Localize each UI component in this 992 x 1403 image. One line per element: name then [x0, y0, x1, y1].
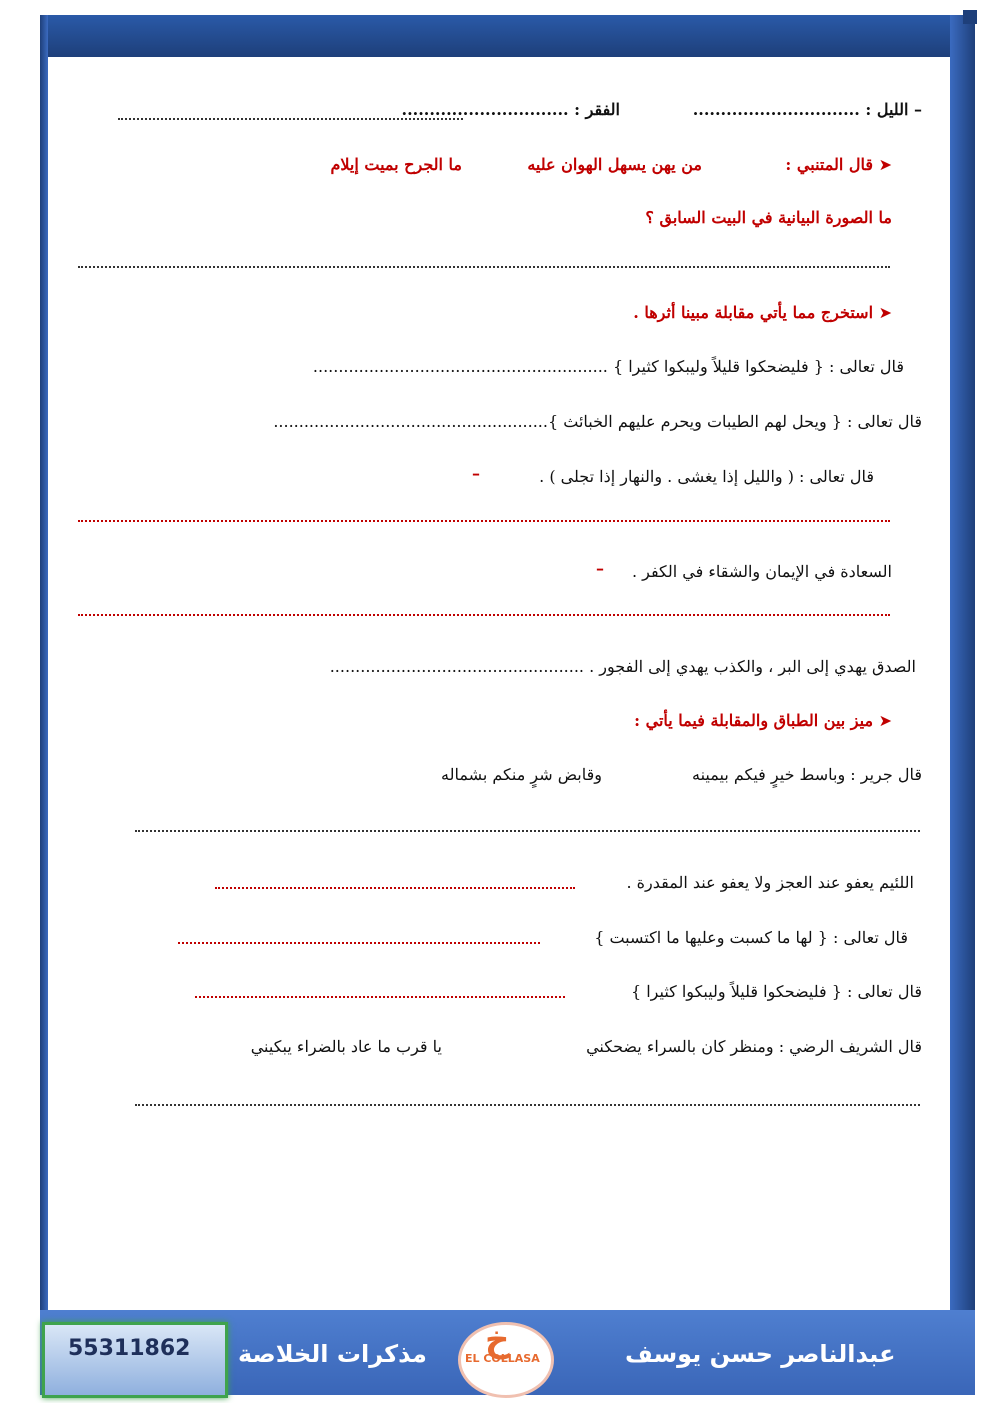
answer-line-5[interactable] — [135, 830, 920, 832]
q3-item-2: اللئيم يعفو عند العجز ولا يعفو عند المقدرة . — [626, 873, 914, 892]
q2-item-4: السعادة في الإيمان والشقاء في الكفر . — [631, 562, 892, 581]
q2-item-1: قال تعالى : { فليضحكوا قليلاً وليبكوا كثيرا } .......................................................... — [312, 357, 904, 376]
q2-item-3: قال تعالى : ( والليل إذا يغشى . والنهار إذا تجلى ) . — [539, 467, 874, 486]
q2-item-3-dash: – — [472, 464, 480, 483]
logo-icon: خ — [485, 1320, 510, 1360]
phone-number: 55311862 — [68, 1336, 191, 1361]
q1-hemistich-2: ما الجرح بميت إيلام — [330, 155, 462, 174]
page-frame-corner — [963, 10, 977, 24]
q1-poet: قال المتنبي : — [785, 155, 874, 174]
q1-hemistich-1: من يهن يسهل الهوان عليه — [527, 155, 702, 174]
q1-question: ما الصورة البيانية في البيت السابق ؟ — [645, 208, 892, 227]
page-frame-top — [40, 15, 975, 57]
answer-line-8[interactable] — [195, 996, 565, 998]
q1-heading — [785, 155, 892, 174]
worksheet-page — [48, 57, 950, 1310]
logo-text: EL COLLASA — [465, 1352, 540, 1365]
q3-item-5-hemistich-1: قال الشريف الرضي : ومنظر كان بالسراء يضحكني — [586, 1037, 922, 1056]
q3-item-5-hemistich-2: يا قرب ما عاد بالضراء يبكيني — [250, 1037, 442, 1056]
arrow-bullet-icon: ➤ — [878, 303, 892, 322]
page-frame-right — [950, 15, 975, 1310]
night-label: – الليل : .............................. — [692, 100, 922, 119]
answer-line-2[interactable] — [78, 266, 890, 268]
q3-heading — [634, 711, 892, 730]
answer-line-4[interactable] — [78, 614, 890, 616]
q3-heading-text: ميز بين الطباق والمقابلة فيما يأتي : — [634, 711, 874, 730]
answer-line-6[interactable] — [215, 887, 575, 889]
q2-item-2: قال تعالى : { ويحل لهم الطيبات ويحرم عليهم الخبائث }...................................................... — [273, 412, 922, 431]
arrow-bullet-icon: ➤ — [878, 155, 892, 174]
q2-item-5: الصدق يهدي إلى البر ، والكذب يهدي إلى الفجور . .................................................. — [329, 657, 916, 676]
q3-item-4: قال تعالى : { فليضحكوا قليلاً وليبكوا كثيرا } — [630, 982, 922, 1001]
answer-line-1[interactable] — [118, 118, 463, 120]
answer-line-9[interactable] — [135, 1104, 920, 1106]
answer-line-7[interactable] — [178, 942, 540, 944]
q2-item-4-dash: – — [596, 559, 604, 578]
brand-name: مذكرات الخلاصة — [238, 1340, 427, 1368]
q3-item-3: قال تعالى : { لها ما كسبت وعليها ما اكتسبت } — [594, 928, 908, 947]
arrow-bullet-icon: ➤ — [878, 711, 892, 730]
q2-heading-text: استخرج مما يأتي مقابلة مبينا أثرها . — [633, 303, 874, 322]
q3-item-1-hemistich-1: قال جرير : وباسط خيرٍ فيكم بيمينه — [692, 765, 922, 784]
author-name: عبدالناصر حسن يوسف — [625, 1340, 896, 1368]
q3-item-1-hemistich-2: وقابض شرٍ منكم بشماله — [441, 765, 602, 784]
q2-heading — [633, 303, 892, 322]
page-frame-left — [40, 15, 48, 1310]
answer-line-3[interactable] — [78, 520, 890, 522]
poverty-label: الفقر : .............................. — [401, 100, 620, 119]
